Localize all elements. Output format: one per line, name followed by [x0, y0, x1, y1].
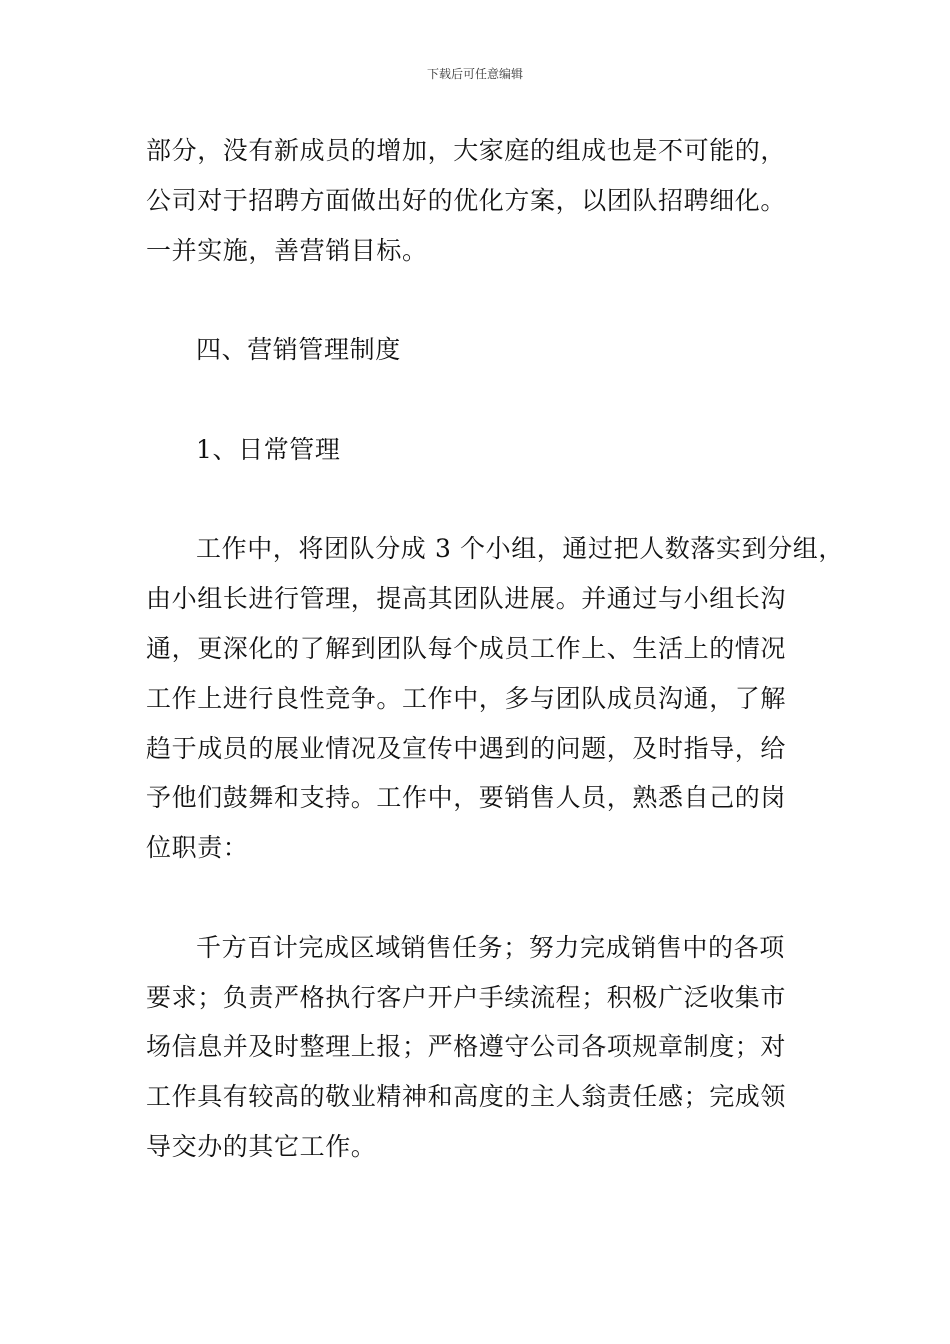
- text-line: 由小组长进行管理，提高其团队进展。并通过与小组长沟: [146, 584, 787, 614]
- document-body: [146, 126, 845, 1172]
- text-line: 工作上进行良性竞争。工作中，多与团队成员沟通，了解: [146, 683, 787, 713]
- text-line: 一并实施，善营销目标。: [146, 235, 428, 265]
- text-line: 工作中，将团队分成 3 个小组，通过把人数落实到分组，: [196, 534, 845, 564]
- text-line: 要求；负责严格执行客户开户手续流程；积极广泛收集市: [146, 982, 787, 1012]
- text-line: 位职责：: [146, 833, 249, 863]
- text-line: 部分，没有新成员的增加，大家庭的组成也是不可能的，: [146, 136, 787, 165]
- paragraph-continued: [146, 126, 836, 275]
- section-heading: 四、营销管理制度: [196, 335, 401, 365]
- text-line: 通，更深化的了解到团队每个成员工作上、生活上的情况: [146, 633, 787, 663]
- paragraph-daily-management: [146, 524, 845, 873]
- text-line: 场信息并及时整理上报；严格遵守公司各项规章制度；对: [146, 1032, 787, 1062]
- paragraph-job-duties: [146, 923, 836, 1172]
- text-line: 趋于成员的展业情况及宣传中遇到的问题，及时指导，给: [146, 733, 787, 763]
- text-line: 公司对于招聘方面做出好的优化方案，以团队招聘细化。: [146, 185, 787, 215]
- text-line: 予他们鼓舞和支持。工作中，要销售人员，熟悉自己的岗: [146, 783, 787, 813]
- text-line: 千方百计完成区域销售任务；努力完成销售中的各项: [196, 932, 785, 962]
- subsection-heading: 1、日常管理: [196, 434, 341, 464]
- text-line: 导交办的其它工作。: [146, 1131, 377, 1161]
- page-header-note: 下载后可任意编辑: [426, 67, 523, 81]
- text-line: 工作具有较高的敬业精神和高度的主人翁责任感；完成领: [146, 1082, 787, 1112]
